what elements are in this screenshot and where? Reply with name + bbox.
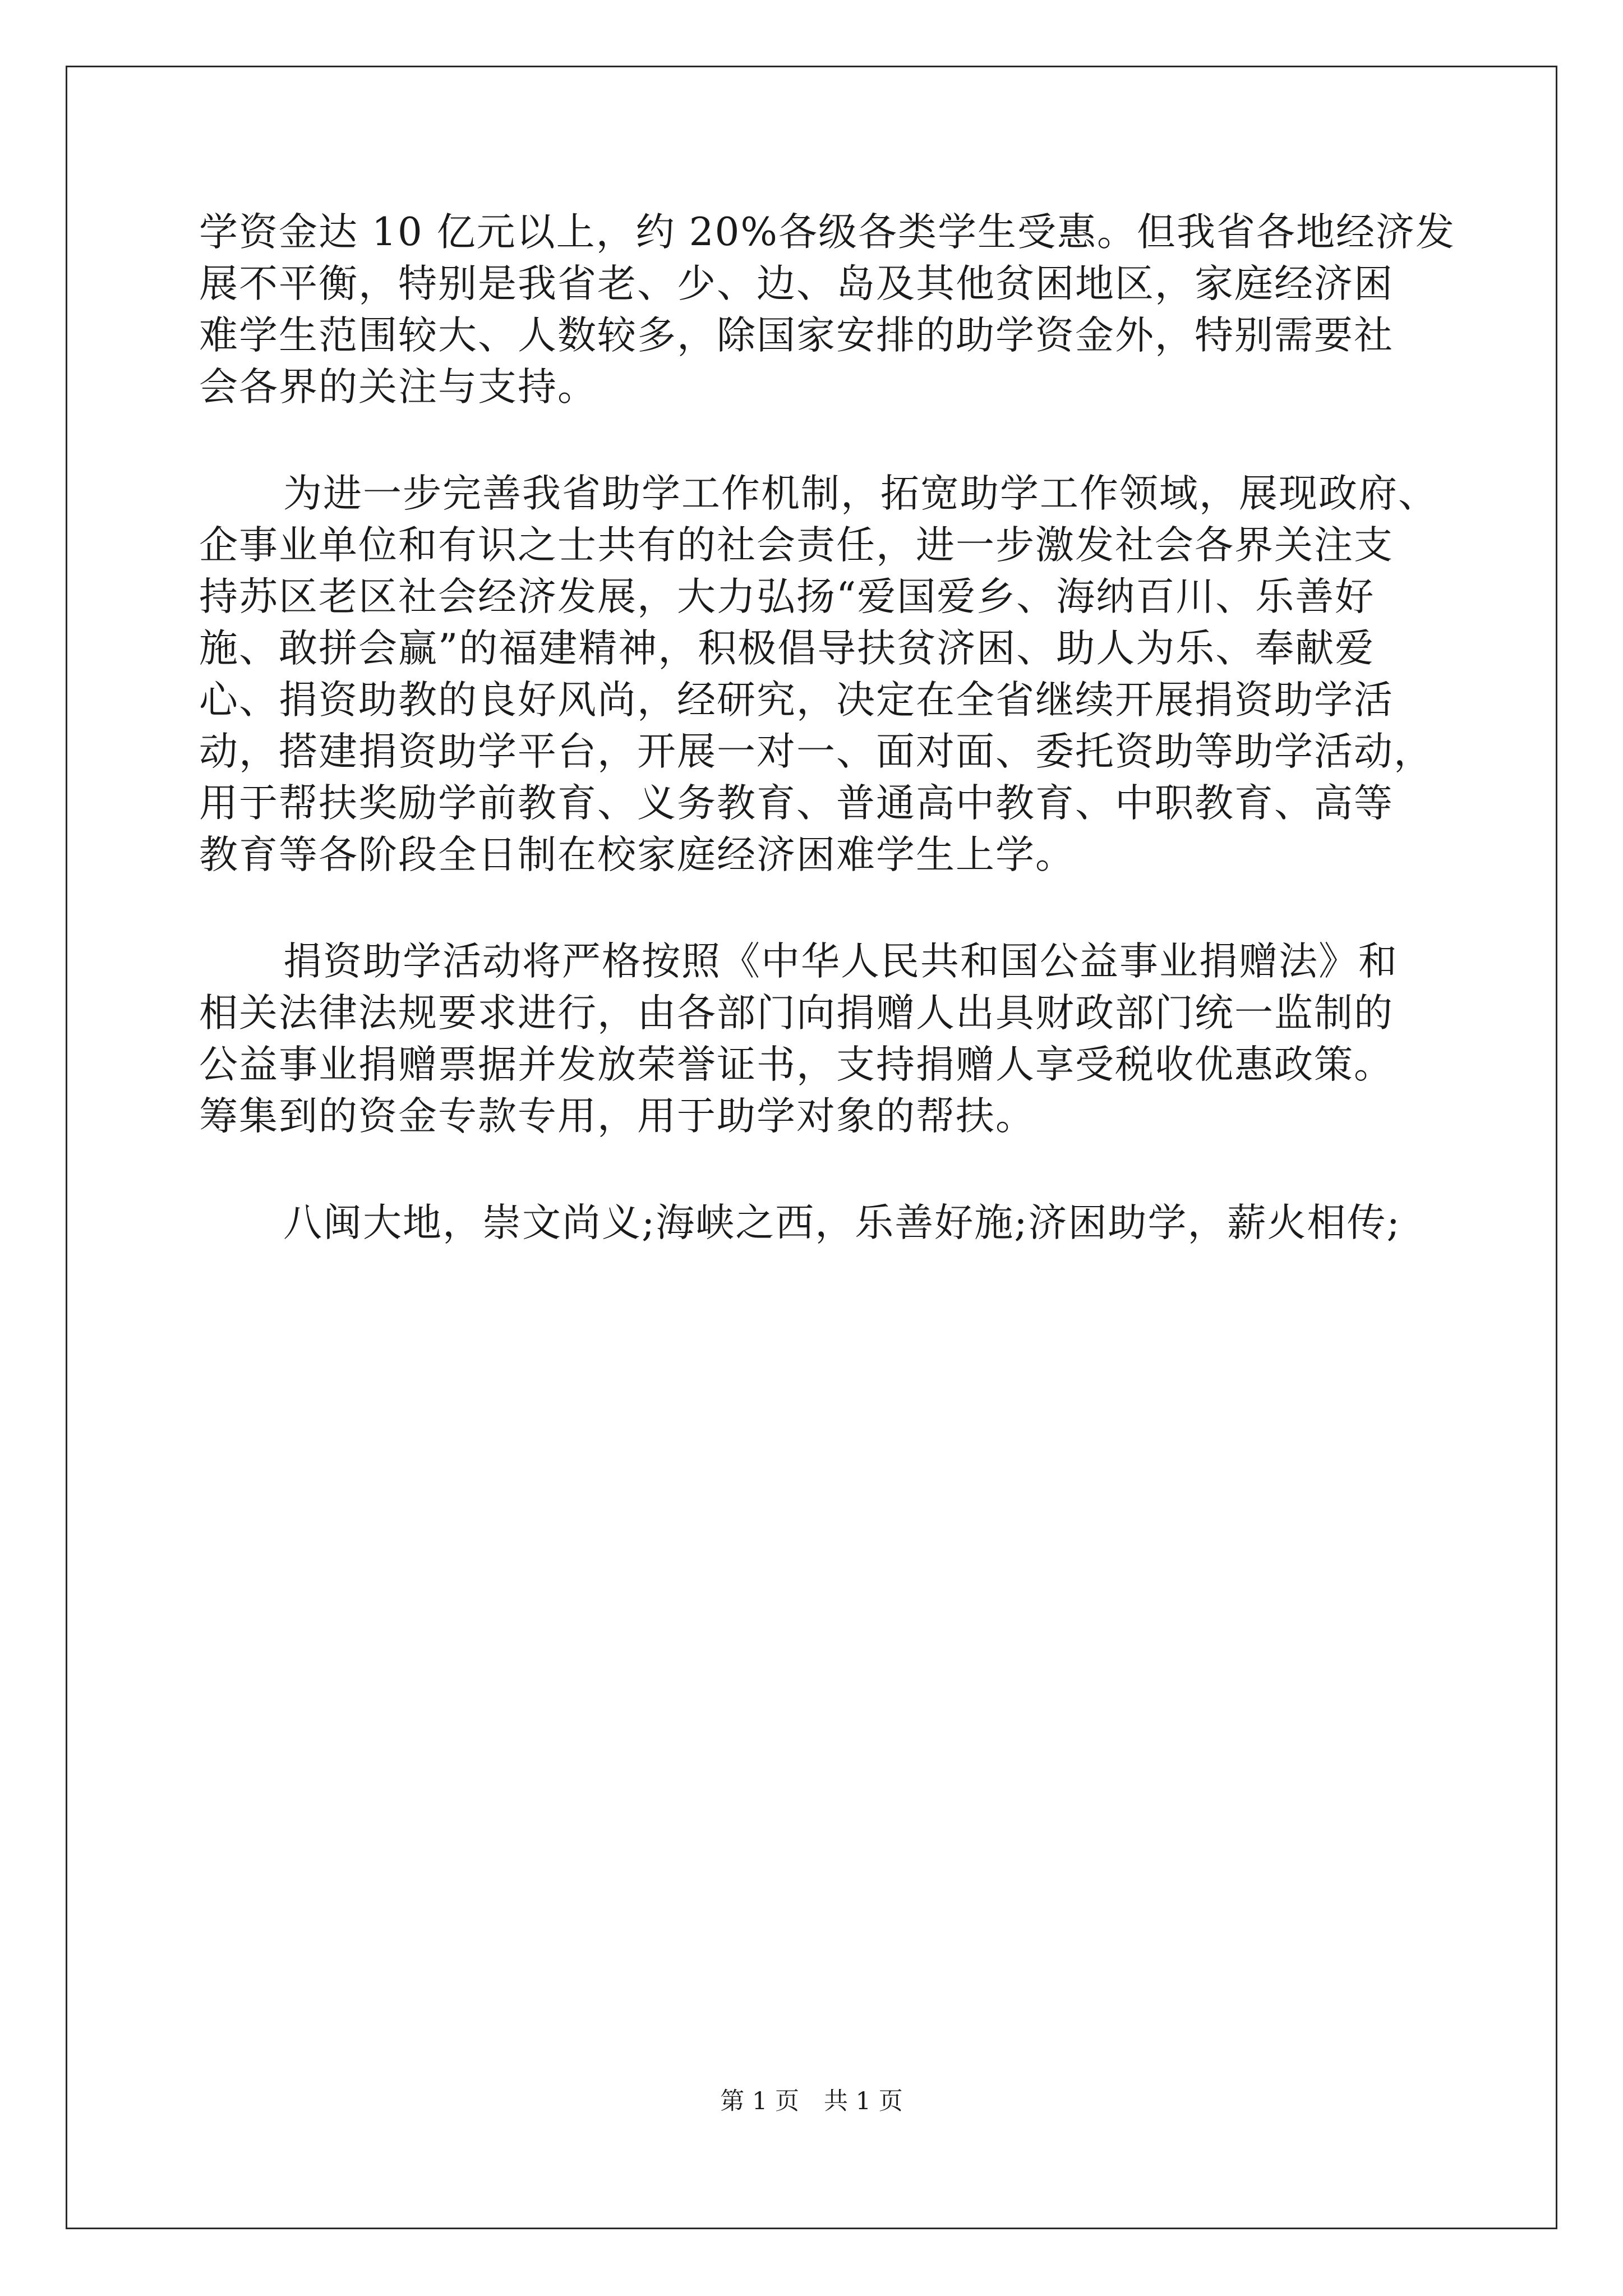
text-line: 动，搭建捐资助学平台，开展一对一、面对面、委托资助等助学活动， bbox=[199, 729, 1433, 774]
paragraph-first-line: 八闽大地，崇文尚义;海峡之西，乐善好施;济困助学，薪火相传; bbox=[283, 1200, 1401, 1245]
paragraph-first-line: 捐资助学活动将严格按照《中华人民共和国公益事业捐赠法》和 bbox=[283, 939, 1398, 984]
text-line: 心、捐资助教的良好风尚，经研究，决定在全省继续开展捐资助学活 bbox=[199, 678, 1394, 723]
text-line: 会各界的关注与支持。 bbox=[199, 365, 597, 409]
text-line: 学资金达 10 亿元以上，约 20%各级各类学生受惠。但我省各地经济发 bbox=[199, 210, 1455, 255]
document-body bbox=[199, 206, 1455, 1249]
paragraph-first-line: 为进一步完善我省助学工作机制，拓宽助学工作领域，展现政府、 bbox=[283, 471, 1438, 516]
text-line: 教育等各阶段全日制在校家庭经济困难学生上学。 bbox=[199, 832, 1075, 877]
text-line: 用于帮扶奖励学前教育、义务教育、普通高中教育、中职教育、高等 bbox=[199, 781, 1394, 826]
text-line: 持苏区老区社会经济发展，大力弘扬“爱国爱乡、海纳百川、乐善好 bbox=[199, 574, 1375, 619]
text-line: 企事业单位和有识之士共有的社会责任，进一步激发社会各界关注支 bbox=[199, 523, 1394, 568]
text-line: 难学生范围较大、人数较多，除国家安排的助学资金外，特别需要社 bbox=[199, 313, 1394, 358]
page-number: 第 1 页 bbox=[720, 2087, 799, 2115]
page-total: 共 1 页 bbox=[824, 2087, 903, 2115]
text-line: 相关法律法规要求进行，由各部门向捐赠人出具财政部门统一监制的 bbox=[199, 991, 1394, 1036]
text-line: 筹集到的资金专款专用，用于助学对象的帮扶。 bbox=[199, 1094, 1035, 1139]
text-line: 展不平衡，特别是我省老、少、边、岛及其他贫困地区，家庭经济困 bbox=[199, 261, 1394, 306]
page-footer bbox=[0, 2085, 1623, 2118]
text-line: 施、敢拼会赢”的福建精神，积极倡导扶贫济困、助人为乐、奉献爱 bbox=[199, 626, 1375, 671]
text-line: 公益事业捐赠票据并发放荣誉证书，支持捐赠人享受税收优惠政策。 bbox=[199, 1042, 1394, 1087]
